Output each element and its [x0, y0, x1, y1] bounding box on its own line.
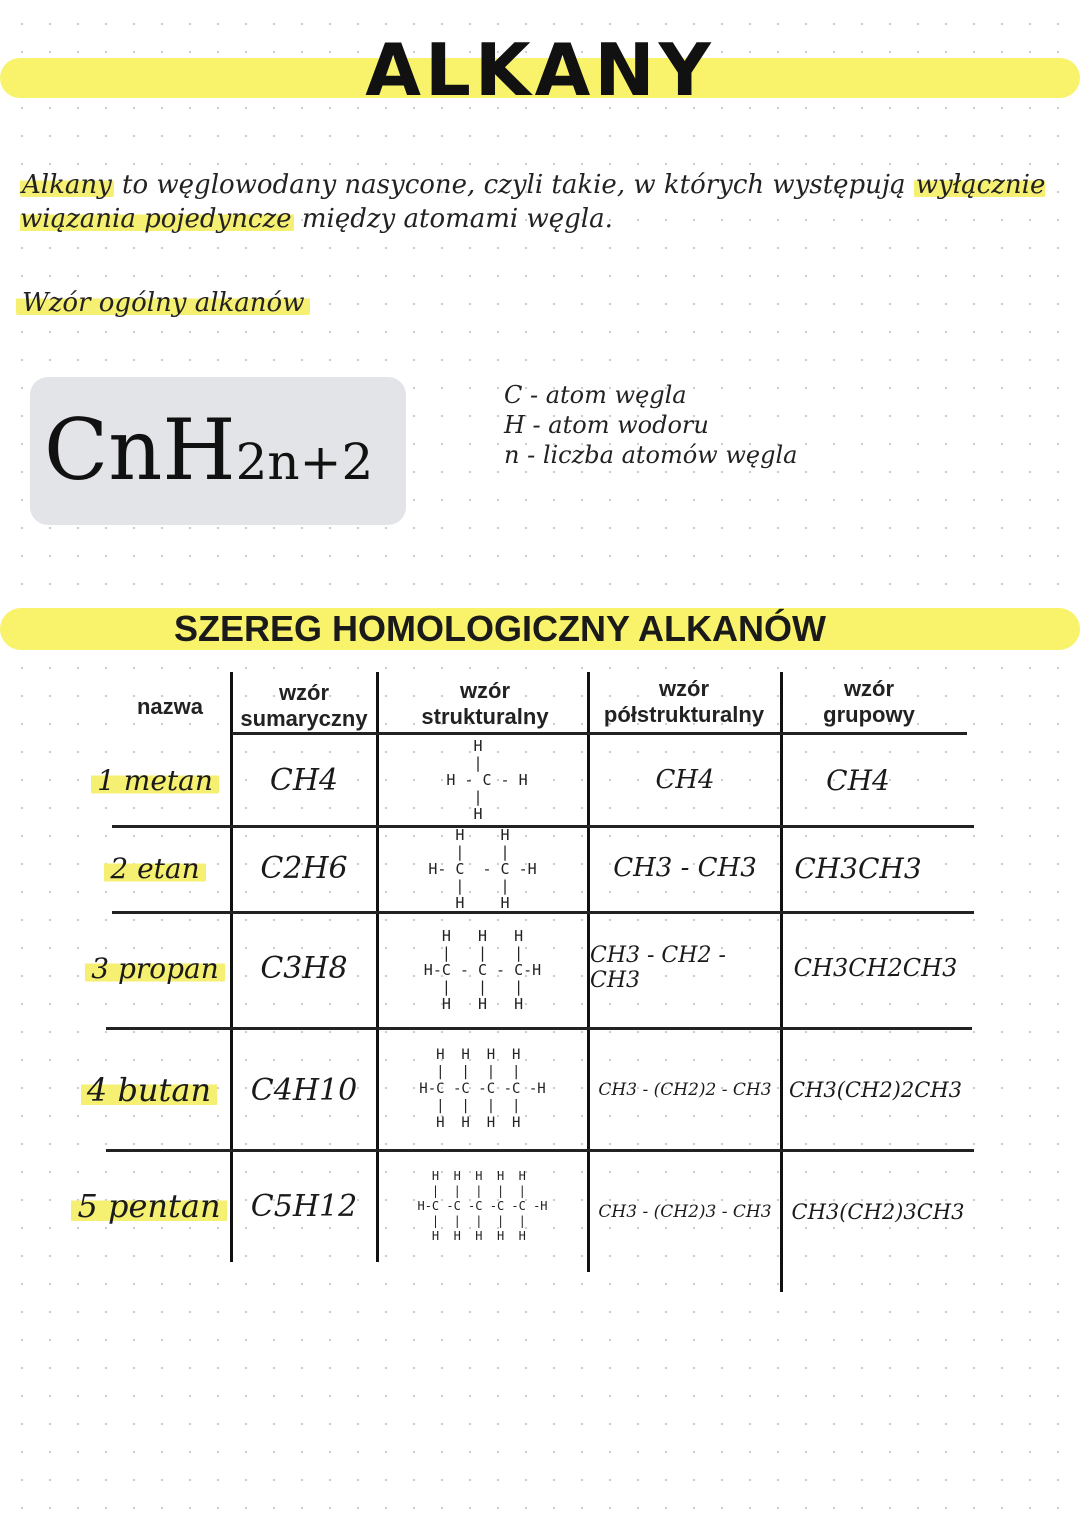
table-row-summary: C5H12 — [250, 1188, 358, 1224]
definition-term: Alkany — [22, 170, 112, 200]
table-row-structural: H H | | H- C - C -H | | H H — [428, 825, 537, 912]
table-row-group: CH3CH3 — [794, 851, 922, 885]
table-rule — [232, 732, 967, 735]
table-row-semi: CH3 - (CH2)3 - CH3 — [598, 1202, 772, 1222]
table-rule — [106, 1027, 972, 1030]
page-title: ALKANY — [365, 28, 715, 112]
header-group: wzór grupowy — [823, 676, 915, 727]
table-row-name: 3 propan — [80, 940, 230, 996]
table-row-summary: C3H8 — [260, 950, 348, 986]
table-row-structural: H | H - C - H | H — [446, 736, 528, 823]
legend-item: C - atom węgla — [504, 381, 687, 409]
general-formula: CnH2n+2 — [44, 401, 374, 499]
legend-item: n - liczba atomów węgla — [504, 441, 798, 469]
definition-paragraph — [20, 168, 1060, 236]
table-row-semi: CH3 - CH2 - CH3 — [590, 943, 726, 993]
table-row-group: CH3(CH2)3CH3 — [791, 1200, 965, 1224]
table-row-semi: CH3 - CH3 — [613, 853, 757, 883]
header-structural: wzór strukturalny — [421, 678, 549, 729]
table-row-semi: CH4 — [655, 765, 715, 795]
table-row-group: CH3CH2CH3 — [793, 954, 958, 982]
table-row-group: CH3(CH2)2CH3 — [789, 1078, 962, 1102]
table-rule — [106, 1149, 974, 1152]
definition-highlight: wyłącznie wiązania pojedyncze — [20, 170, 1046, 234]
table-row-name: 5 pentan — [70, 1178, 228, 1234]
table-row-name: 4 butan — [70, 1062, 228, 1118]
header-name: nazwa — [136, 694, 204, 719]
table-row-name: 2 etan — [80, 840, 230, 896]
table-row-name: 1 metan — [80, 752, 230, 808]
table-row-structural: H H H H | | | | H-C -C -C -C -H | | | | H H H H — [419, 1046, 546, 1131]
table-row-semi: CH3 - (CH2)2 - CH3 — [598, 1080, 772, 1100]
section-title: SZEREG HOMOLOGICZNY ALKANÓW — [174, 608, 826, 649]
general-formula-label: Wzór ogólny alkanów — [16, 288, 310, 318]
table-rule — [112, 911, 974, 914]
definition-text-end: między atomami węgla. — [293, 204, 613, 234]
table-row-group: CH4 — [826, 763, 890, 797]
legend-item: H - atom wodoru — [504, 411, 709, 439]
table-row-summary: CH4 — [269, 762, 339, 798]
table-row-summary: C4H10 — [250, 1072, 358, 1108]
formula-legend — [504, 380, 797, 470]
table-row-structural: H H H H H | | | | | H-C -C -C -C -C -H | | | | | H H H H H — [417, 1168, 548, 1243]
header-semi-structural: wzór półstrukturalny — [603, 676, 765, 727]
definition-text: to węglowodany nasycone, czyli takie, w których występują — [113, 170, 914, 200]
table-row-structural: H H H | | | H-C - C - C-H | | | H H H — [423, 926, 542, 1013]
header-summary: wzór sumaryczny — [240, 680, 368, 731]
table-row-summary: C2H6 — [260, 850, 348, 886]
